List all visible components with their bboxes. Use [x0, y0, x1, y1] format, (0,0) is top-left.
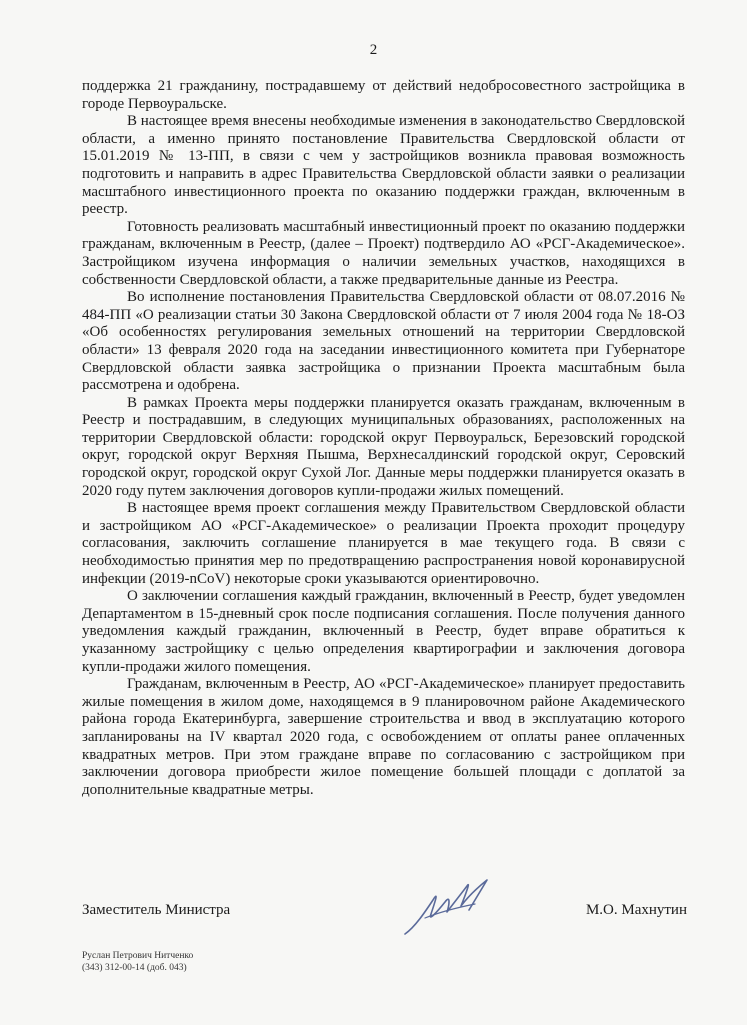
contact-name: Руслан Петрович Нитченко — [82, 951, 194, 961]
paragraph-3: Готовность реализовать масштабный инвестиционный проект по оказанию поддержки гражданам, включенным в Реестр, (далее – Проект) подтвердило АО «РСГ-Академическое». Застройщиком изучена информация о наличии земельных участков, находящихся в собственности Свердловской области, а также предварительные данные из Реестра. — [82, 218, 685, 288]
page-number: 2 — [369, 42, 378, 58]
contact-info — [82, 950, 193, 974]
paragraph-5: В рамках Проекта меры поддержки планируется оказать гражданам, включенным в Реестр и пострадавшим, в следующих муниципальных образованиях, расположенных на территории Свердловской области: городской округ Первоуральск, Березовский городской округ, городской округ Верхняя Пышма, Верхнесалдинский городской округ, Серовский городской округ, городской округ Сухой Лог. Данные меры поддержки планируется оказать в 2020 году путем заключения договоров купли-продажи жилых помещений. — [82, 394, 685, 499]
paragraph-7: О заключении соглашения каждый гражданин, включенный в Реестр, будет уведомлен Департаментом в 15-дневный срок после подписания соглашения. После получения данного уведомления каждый гражданин, включенный в Реестр, будет вправе обратиться к указанному застройщику с целью определения квартирографии и заключения договора купли-продажи жилого помещения. — [82, 588, 685, 675]
contact-phone: (343) 312-00-14 (доб. 043) — [82, 963, 187, 973]
paragraph-2: В настоящее время внесены необходимые изменения в законодательство Свердловской области, а именно принято постановление Правительства Свердловской области от 15.01.2019 № 13-ПП, в связи с чем у застройщиков возникла правовая возможность подготовить и направить в адрес Правительства Свердловской области заявки о реализации масштабного инвестиционного проекта по оказанию поддержки граждан, включенным в реестр. — [82, 113, 685, 218]
paragraph-4: Во исполнение постановления Правительства Свердловской области от 08.07.2016 № 484-ПП «О реализации статьи 30 Закона Свердловской области от 7 июля 2004 года № 18-ОЗ «Об особенностях регулирования земельных отношений на территории Свердловской области» 13 февраля 2020 года на заседании инвестиционного комитета при Губернаторе Свердловской области заявка застройщика о признании Проекта масштабным была рассмотрена и одобрена. — [82, 289, 685, 394]
document-body — [82, 78, 685, 799]
handwritten-signature — [395, 872, 505, 942]
paragraph-6: В настоящее время проект соглашения между Правительством Свердловской области и застройщиком АО «РСГ-Академическое» о реализации Проекта проходит процедуру согласования, заключить соглашение планируется в мае текущего года. В связи с необходимостью принятия мер по предотвращению распространения новой коронавирусной инфекции (2019-nCoV) некоторые сроки указываются ориентировочно. — [82, 500, 685, 587]
signer-name: М.О. Махнутин — [585, 902, 687, 918]
paragraph-1: поддержка 21 гражданину, пострадавшему от действий недобросовестного застройщика в городе Первоуральске. — [82, 78, 685, 112]
paragraph-8: Гражданам, включенным в Реестр, АО «РСГ-Академическое» планирует предоставить жилые помещения в жилом доме, находящемся в 9 планировочном районе Академического района города Екатеринбурга, завершение строительства и ввод в эксплуатацию которого запланированы на IV квартал 2020 года, с освобождением от оплаты ранее оплаченных квадратных метров. При этом граждане вправе по согласованию с застройщиком при заключении договора приобрести жилое помещение большей площади с доплатой за дополнительные квадратные метры. — [82, 676, 685, 798]
signer-title: Заместитель Министра — [82, 902, 231, 918]
